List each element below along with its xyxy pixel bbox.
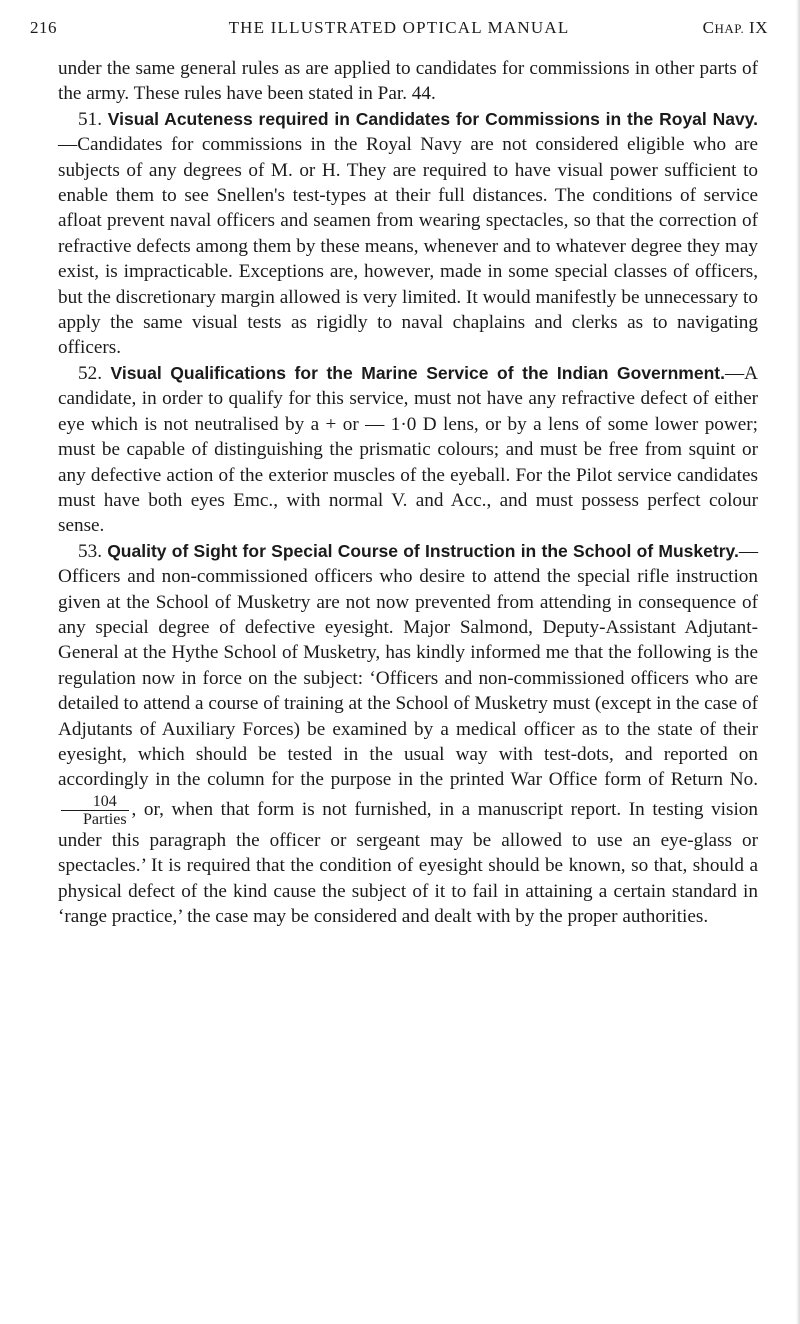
section-text: —Candidates for commissions in the Royal Navy are not considered eligible who are subjects of any degrees of M. or H. They are required to have visual power sufficient to enable them to see Snellen's test-types at their full distances. The conditions of service afloat prevent naval officers and seamen from wearing spectacles, so that the correction of refractive defects among them by these means, whenever and to whatever degree they may exist, is impracticable. Exceptions are, however, made in some special classes of officers, but the discretionary margin allowed is very limited. It would manifestly be unnecessary to apply the same visual tests as rigidly to naval chaplains and clerks as to navigating officers. [58, 134, 758, 359]
section-51 [58, 107, 758, 361]
section-text: —A candidate, in order to qualify for this service, must not have any refractive defect of either eye which is not neutralised by a + or — 1·0 D lens, or by a lens of some lower power; must be capable of distinguishing the prismatic colours; and must be free from squint or any defective action of the exterior muscles of the eyeball. For the Pilot service candidates must have both eyes Emc., with normal V. and Acc., and must possess perfect colour sense. [58, 362, 759, 537]
chapter-number: IX [749, 18, 768, 37]
chapter-prefix: C [702, 18, 715, 37]
running-header [30, 18, 768, 42]
body-text [58, 56, 758, 929]
return-number-fraction [61, 793, 129, 828]
section-heading: Visual Qualifications for the Marine Service of the Indian Government. [110, 362, 725, 383]
section-text-after: , or, when that form is not furnished, in a manuscript report. In testing vision under this paragraph the officer or sergeant may be allowed to use an eye-glass or spectacles.’ It is required that the condition of eyesight should be known, so that, should a physical defect of the kind cause the subject of it to fail in attaining a certain standard in ‘range practice,’ the case may be considered and dealt with by the proper authorities. [58, 798, 758, 927]
fraction-numerator: 104 [61, 793, 129, 811]
section-text-before: —Officers and non-commissioned officers who desire to attend the special rifle instruction given at the School of Musketry are not now prevented from attending in consequence of any special degree of defective eyesight. Major Salmond, Deputy-Assistant Adjutant-General at the Hythe School of Musketry, has kindly informed me that the following is the regulation now in force on the subject: ‘Officers and non-commissioned officers who are detailed to attend a course of training at the School of Musketry must (except in the case of Adjutants of Auxiliary Forces) be examined by a medical officer as to the state of their eyesight, which should be tested in the usual way with test-dots, and reported on accordingly in the column for the purpose in the printed War Office form of Return No. [58, 540, 758, 791]
page-edge-shadow [796, 0, 800, 1324]
section-number: 51. [78, 108, 102, 130]
page-number: 216 [30, 18, 57, 37]
intro-paragraph: under the same general rules as are applied to candidates for commissions in other parts of the army. These rules have been stated in Par. 44. [58, 58, 758, 105]
section-52 [58, 361, 758, 539]
section-heading: Quality of Sight for Special Course of Instruction in the School of Musketry. [107, 540, 739, 561]
fraction-denominator: Parties [83, 810, 127, 828]
chapter-label [703, 18, 768, 38]
running-title: THE ILLUSTRATED OPTICAL MANUAL [228, 18, 570, 37]
section-heading: Visual Acuteness required in Candidates for Commissions in the Royal Navy. [107, 108, 759, 129]
chapter-word: HAP. [714, 21, 745, 36]
section-number: 52. [78, 362, 102, 384]
section-53 [58, 539, 758, 930]
section-number: 53. [78, 540, 102, 562]
